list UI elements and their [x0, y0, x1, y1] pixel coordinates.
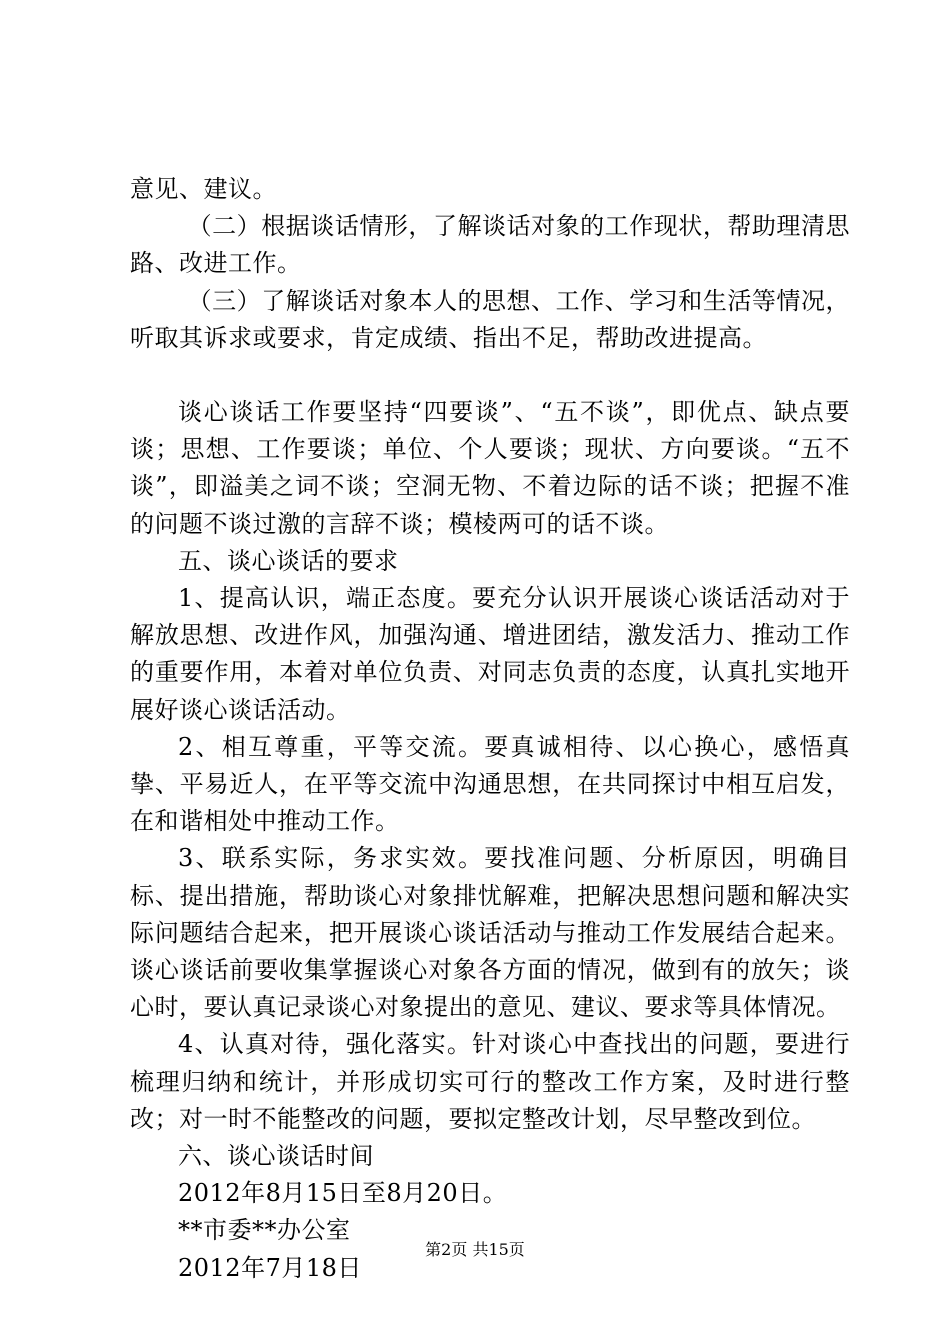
signature-date: 2012年7月18日: [178, 1253, 362, 1282]
document-body: [130, 171, 850, 1287]
section-heading-requirements: 五、谈心谈话的要求: [178, 546, 399, 575]
paragraph-date-range: 2012年8月15日至8月20日。: [178, 1179, 508, 1208]
section-heading-time: 六、谈心谈话时间: [178, 1142, 374, 1171]
paragraph-item-2: （二）根据谈话情形，了解谈话对象的工作现状，帮助理清思路、改进工作。: [130, 212, 850, 278]
paragraph-requirement-1: 1、提高认识，端正态度。要充分认识开展谈心谈话活动对于解放思想、改进作风，加强沟通、增进团结，激发活力、推动工作的重要作用，本着对单位负责、对同志负责的态度，认真扎实地开展好谈心谈话活动。: [130, 584, 850, 724]
paragraph-requirement-3: 3、联系实际，务求实效。要找准问题、分析原因，明确目标、提出措施，帮助谈心对象排忧解难，把解决思想问题和解决实际问题结合起来，把开展谈心谈话活动与推动工作发展结合起来。谈心谈话前要收集掌握谈心对象各方面的情况，做到有的放矢；谈心时，要认真记录谈心对象提出的意见、建议、要求等具体情况。: [130, 844, 850, 1022]
paragraph-requirement-2: 2、相互尊重，平等交流。要真诚相待、以心换心，感悟真挚、平易近人，在平等交流中沟通思想，在共同探讨中相互启发，在和谐相处中推动工作。: [130, 732, 850, 836]
paragraph-principles: 谈心谈话工作要坚持“四要谈”、“五不谈”，即优点、缺点要谈；思想、工作要谈；单位、个人要谈；现状、方向要谈。“五不谈”，即溢美之词不谈；空洞无物、不着边际的话不谈；把握不准的问题不谈过激的言辞不谈；模棱两可的话不谈。: [130, 398, 850, 538]
signature-office: **市委**办公室: [178, 1216, 351, 1245]
paragraph-gap: [130, 357, 850, 394]
page-footer: 第2页 共15页: [425, 1240, 525, 1259]
paragraph-requirement-4: 4、认真对待，强化落实。针对谈心中查找出的问题，要进行梳理归纳和统计，并形成切实可行的整改工作方案，及时进行整改；对一时不能整改的问题，要拟定整改计划，尽早整改到位。: [130, 1030, 850, 1133]
paragraph-item-3: （三）了解谈话对象本人的思想、工作、学习和生活等情况，听取其诉求或要求，肯定成绩、指出不足，帮助改进提高。: [130, 286, 850, 352]
paragraph-continuation: 意见、建议。: [130, 175, 277, 203]
